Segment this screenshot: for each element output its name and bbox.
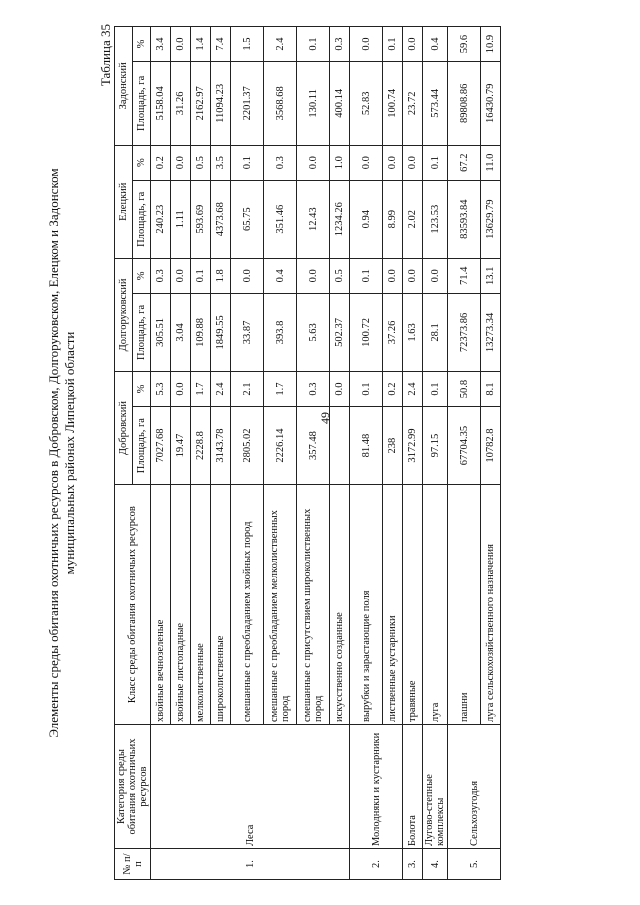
habitat-table [114,26,501,880]
header-area: Площадь, га [133,406,151,484]
percent-value-cell: 0.5 [330,258,350,293]
table-row [448,26,481,879]
area-value-cell: 65.75 [231,180,264,258]
class-cell: искусственно созданные [330,484,350,724]
area-value-cell: 1.63 [403,293,423,371]
percent-value-cell: 0.0 [423,258,448,293]
title-line-2: муниципальных районах Липецкой области [62,331,77,574]
percent-value-cell: 1.5 [231,26,264,61]
percent-value-cell: 0.0 [231,258,264,293]
category-cell: Сельхозугодья [448,724,501,848]
class-cell: пашни [448,484,481,724]
page-number: 49 [318,412,332,424]
percent-value-cell: 0.4 [264,258,297,293]
header-district-eletsky: Елецкий [115,145,133,258]
document-title [46,18,121,888]
area-value-cell: 3172.99 [403,406,423,484]
header-district-dolgorukovsky: Долгоруковский [115,258,133,371]
area-value-cell: 28.1 [423,293,448,371]
percent-value-cell: 67.2 [448,145,481,180]
percent-value-cell: 8.1 [481,371,501,406]
title-line-1: Элементы среды обитания охотничьих ресурсов в Добровском, Долгоруковском, Елецком и Задонском [46,167,61,738]
table-body [151,26,501,879]
header-num: № п/п [115,848,151,879]
class-cell: луга сельскохозяйственного назначения [481,484,501,724]
area-value-cell: 8.99 [383,180,403,258]
class-cell: лиственные кустарники [383,484,403,724]
area-value-cell: 130.11 [297,61,330,145]
percent-value-cell: 7.4 [211,26,231,61]
percent-value-cell: 0.3 [297,371,330,406]
header-percent: % [133,371,151,406]
category-cell: Молодняки и кустарники [350,724,403,848]
area-value-cell: 13629.79 [481,180,501,258]
class-cell: хвойные листопадные [171,484,191,724]
percent-value-cell: 0.1 [191,258,211,293]
header-category: Категория среды обитания охотничьих ресурсов [115,724,151,848]
area-value-cell: 72373.86 [448,293,481,371]
header-percent: % [133,26,151,61]
class-cell: мелколиственные [191,484,211,724]
percent-value-cell: 0.1 [231,145,264,180]
area-value-cell: 100.74 [383,61,403,145]
area-value-cell: 67704.35 [448,406,481,484]
table-label: Таблица 35 [98,23,113,86]
row-number: 1. [151,848,350,879]
row-number: 3. [403,848,423,879]
area-value-cell: 89808.86 [448,61,481,145]
percent-value-cell: 0.0 [330,371,350,406]
percent-value-cell: 2.4 [211,371,231,406]
percent-value-cell: 13.1 [481,258,501,293]
percent-value-cell: 0.0 [171,26,191,61]
category-cell: Болота [403,724,423,848]
area-value-cell: 240.23 [151,180,171,258]
area-value-cell: 593.69 [191,180,211,258]
area-value-cell: 502.37 [330,293,350,371]
percent-value-cell: 0.1 [350,371,383,406]
percent-value-cell: 0.4 [423,26,448,61]
percent-value-cell: 0.0 [383,145,403,180]
percent-value-cell: 3.5 [211,145,231,180]
header-percent: % [133,258,151,293]
area-value-cell: 23.72 [403,61,423,145]
category-cell: Леса [151,724,350,848]
percent-value-cell: 2.4 [264,26,297,61]
area-value-cell: 2226.14 [264,406,297,484]
class-cell: хвойные вечнозеленые [151,484,171,724]
header-area: Площадь, га [133,61,151,145]
area-value-cell: 33.87 [231,293,264,371]
area-value-cell: 2201.37 [231,61,264,145]
percent-value-cell: 0.1 [297,26,330,61]
area-value-cell: 3143.78 [211,406,231,484]
table-row [151,26,171,879]
area-value-cell: 5158.04 [151,61,171,145]
percent-value-cell: 0.0 [403,258,423,293]
table-row [350,26,383,879]
percent-value-cell: 5.3 [151,371,171,406]
percent-value-cell: 0.0 [171,145,191,180]
percent-value-cell: 1.4 [191,26,211,61]
area-value-cell: 123.53 [423,180,448,258]
area-value-cell: 3568.68 [264,61,297,145]
percent-value-cell: 0.0 [403,26,423,61]
class-cell: смешанные с преобладанием мелколиственных пород [264,484,297,724]
percent-value-cell: 1.7 [191,371,211,406]
table-row [423,26,448,879]
percent-value-cell: 1.0 [330,145,350,180]
percent-value-cell: 0.0 [403,145,423,180]
area-value-cell: 19.47 [171,406,191,484]
percent-value-cell: 1.8 [211,258,231,293]
area-value-cell: 4373.68 [211,180,231,258]
area-value-cell: 12.43 [297,180,330,258]
percent-value-cell: 0.1 [423,371,448,406]
area-value-cell: 100.72 [350,293,383,371]
percent-value-cell: 0.0 [297,258,330,293]
rotated-page-content [46,18,546,888]
percent-value-cell: 0.2 [383,371,403,406]
area-value-cell: 5.63 [297,293,330,371]
row-number: 4. [423,848,448,879]
header-district-zadonsky: Задонский [115,26,133,145]
area-value-cell: 97.15 [423,406,448,484]
area-value-cell: 1849.55 [211,293,231,371]
area-value-cell: 31.26 [171,61,191,145]
percent-value-cell: 2.1 [231,371,264,406]
area-value-cell: 573.44 [423,61,448,145]
area-value-cell: 16430.79 [481,61,501,145]
percent-value-cell: 0.1 [383,26,403,61]
area-value-cell: 11094.23 [211,61,231,145]
category-cell: Лугово-степные комплексы [423,724,448,848]
percent-value-cell: 0.1 [423,145,448,180]
row-number: 2. [350,848,403,879]
area-value-cell: 37.26 [383,293,403,371]
row-number: 5. [448,848,501,879]
percent-value-cell: 0.3 [151,258,171,293]
area-value-cell: 400.14 [330,61,350,145]
area-value-cell: 305.51 [151,293,171,371]
percent-value-cell: 0.0 [350,26,383,61]
class-cell: вырубки и зарастающие поля [350,484,383,724]
percent-value-cell: 0.0 [171,371,191,406]
area-value-cell: 109.88 [191,293,211,371]
percent-value-cell: 50.8 [448,371,481,406]
percent-value-cell: 0.0 [297,145,330,180]
header-class: Класс среды обитания охотничьих ресурсов [115,484,151,724]
area-value-cell: 1.11 [171,180,191,258]
header-district-dobrovsky: Добровский [115,371,133,484]
area-value-cell [330,406,350,484]
percent-value-cell: 11.0 [481,145,501,180]
header-area: Площадь, га [133,293,151,371]
area-value-cell: 7027.68 [151,406,171,484]
area-value-cell: 52.83 [350,61,383,145]
percent-value-cell: 0.1 [350,258,383,293]
area-value-cell: 2805.02 [231,406,264,484]
class-cell: широколиственные [211,484,231,724]
area-value-cell: 357.48 [297,406,330,484]
class-cell: смешанные с преобладанием хвойных пород [231,484,264,724]
header-area: Площадь, га [133,180,151,258]
percent-value-cell: 0.0 [171,258,191,293]
class-cell: луга [423,484,448,724]
percent-value-cell: 0.5 [191,145,211,180]
percent-value-cell: 0.3 [330,26,350,61]
area-value-cell: 393.8 [264,293,297,371]
area-value-cell: 10782.8 [481,406,501,484]
area-value-cell: 3.04 [171,293,191,371]
class-cell: травяные [403,484,423,724]
percent-value-cell: 0.0 [383,258,403,293]
percent-value-cell: 1.7 [264,371,297,406]
area-value-cell: 83593.84 [448,180,481,258]
percent-value-cell: 10.9 [481,26,501,61]
table-row [403,26,423,879]
percent-value-cell: 2.4 [403,371,423,406]
header-percent: % [133,145,151,180]
area-value-cell: 238 [383,406,403,484]
area-value-cell: 1234.26 [330,180,350,258]
percent-value-cell: 0.3 [264,145,297,180]
percent-value-cell: 0.2 [151,145,171,180]
area-value-cell: 13273.34 [481,293,501,371]
area-value-cell: 2228.8 [191,406,211,484]
area-value-cell: 2.02 [403,180,423,258]
percent-value-cell: 3.4 [151,26,171,61]
class-cell: смешанные с присутствием широколиственных пород [297,484,330,724]
area-value-cell: 351.46 [264,180,297,258]
area-value-cell: 0.94 [350,180,383,258]
percent-value-cell: 71.4 [448,258,481,293]
area-value-cell: 2162.97 [191,61,211,145]
area-value-cell: 81.48 [350,406,383,484]
percent-value-cell: 59.6 [448,26,481,61]
percent-value-cell: 0.0 [350,145,383,180]
